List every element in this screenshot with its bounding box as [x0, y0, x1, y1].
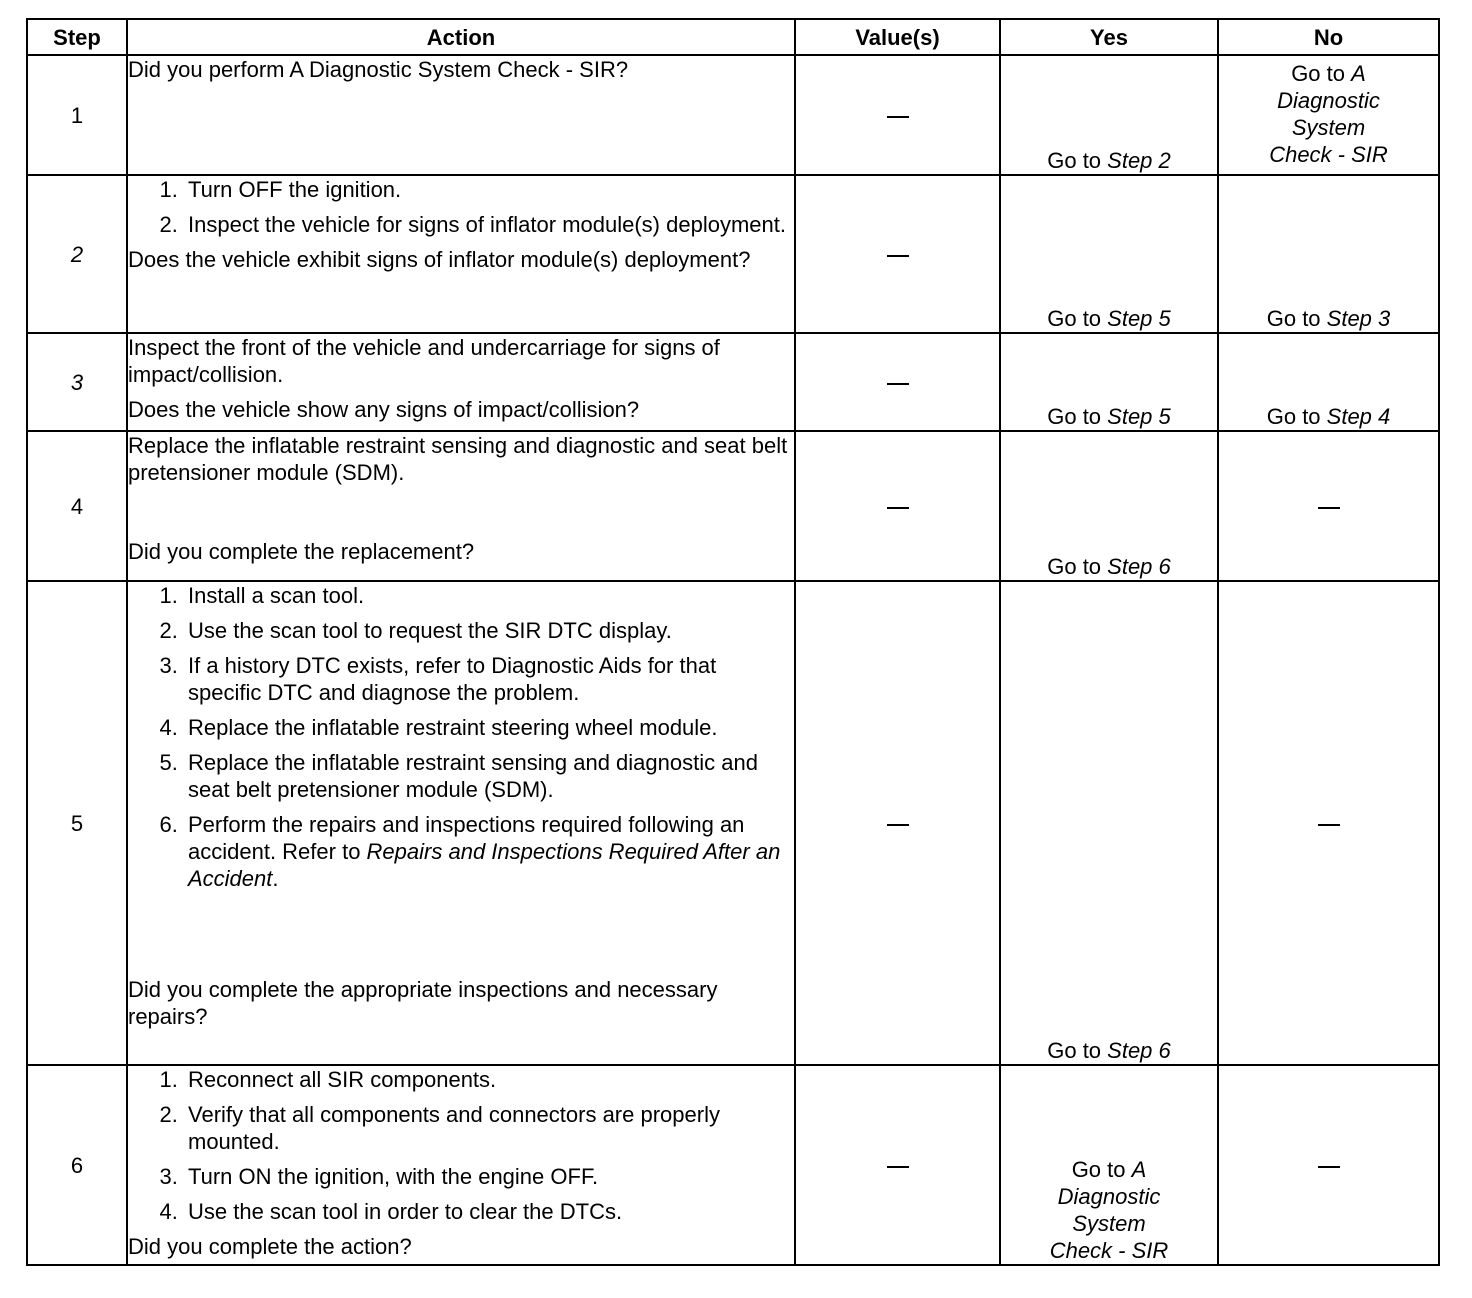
step-link[interactable]: Step 6 [1107, 554, 1171, 579]
action-cell [127, 1065, 795, 1265]
action-step: 4. Replace the inflatable restraint steering wheel module. [184, 714, 794, 741]
no-cell: Go to A Diagnostic System Check - SIR [1218, 55, 1439, 175]
no-cell: Go to Step 4 [1218, 333, 1439, 431]
table-row [27, 581, 1439, 1065]
yes-cell: Go to Step 2 [1000, 55, 1218, 175]
step-link[interactable]: Step 5 [1107, 306, 1171, 331]
dash-mark [1318, 824, 1340, 826]
diagnostic-check-link[interactable]: A Diagnostic System Check - SIR [1049, 1157, 1169, 1263]
action-question: Did you perform A Diagnostic System Check - SIR? [128, 57, 629, 82]
yes-cell: Go to Step 6 [1000, 431, 1218, 581]
action-question: Does the vehicle show any signs of impact/collision? [128, 397, 640, 422]
value-cell [795, 333, 1000, 431]
step-link[interactable]: Step 2 [1107, 148, 1171, 173]
step-number: 3 [27, 333, 127, 431]
diagnostic-table [26, 18, 1440, 1266]
table-row [27, 333, 1439, 431]
step-link[interactable]: Step 6 [1107, 1038, 1171, 1063]
dash-mark [887, 824, 909, 826]
header-no: No [1218, 19, 1439, 55]
action-step: 4. Use the scan tool in order to clear the DTCs. [184, 1198, 794, 1225]
step-number: 6 [27, 1065, 127, 1265]
dash-mark [887, 1166, 909, 1168]
action-cell [127, 333, 795, 431]
step-link[interactable]: Step 4 [1326, 404, 1391, 429]
action-step: 1. Reconnect all SIR components. [184, 1066, 794, 1093]
yes-cell: Go to Step 5 [1000, 333, 1218, 431]
value-cell [795, 431, 1000, 581]
action-step: 3. Turn ON the ignition, with the engine OFF. [184, 1163, 794, 1190]
no-cell [1218, 431, 1439, 581]
action-question: Did you complete the action? [128, 1234, 412, 1259]
no-cell: Go to Step 3 [1218, 175, 1439, 333]
step-number: 1 [27, 55, 127, 175]
yes-cell: Go to Step 5 [1000, 175, 1218, 333]
action-question: Did you complete the replacement? [128, 539, 475, 564]
action-step: 1. Install a scan tool. [184, 582, 794, 609]
action-steps [128, 582, 794, 892]
header-step: Step [27, 19, 127, 55]
action-cell [127, 431, 795, 581]
dash-mark [887, 383, 909, 385]
header-yes: Yes [1000, 19, 1218, 55]
action-text: Inspect the front of the vehicle and undercarriage for signs of impact/collision. [128, 335, 720, 387]
dash-mark [887, 507, 909, 509]
action-step: 2. Inspect the vehicle for signs of inflator module(s) deployment. [184, 211, 794, 238]
action-steps [128, 176, 794, 238]
dash-mark [1318, 1166, 1340, 1168]
action-cell [127, 581, 795, 1065]
action-question: Does the vehicle exhibit signs of inflator module(s) deployment? [128, 247, 751, 272]
yes-cell: Go to A Diagnostic System Check - SIR [1000, 1065, 1218, 1265]
value-cell [795, 55, 1000, 175]
dash-mark [887, 255, 909, 257]
action-text: Replace the inflatable restraint sensing and diagnostic and seat belt pretensioner module (SDM). [128, 433, 788, 485]
header-row [27, 19, 1439, 55]
action-step: 1. Turn OFF the ignition. [184, 176, 794, 203]
action-steps [128, 1066, 794, 1225]
action-step: 6. Perform the repairs and inspections required following an accident. Refer to Repairs and Inspections Required After an Accident. [184, 811, 794, 892]
yes-cell: Go to Step 6 [1000, 581, 1218, 1065]
header-values: Value(s) [795, 19, 1000, 55]
action-cell [127, 55, 795, 175]
step-link[interactable]: Step 5 [1107, 404, 1171, 429]
diagnostic-check-link[interactable]: A Diagnostic System Check - SIR [1269, 61, 1388, 167]
table-row [27, 431, 1439, 581]
step-number: 5 [27, 581, 127, 1065]
no-cell [1218, 1065, 1439, 1265]
value-cell [795, 175, 1000, 333]
dash-mark [887, 116, 909, 118]
value-cell [795, 1065, 1000, 1265]
value-cell [795, 581, 1000, 1065]
step-number: 2 [27, 175, 127, 333]
action-step: 3. If a history DTC exists, refer to Diagnostic Aids for that specific DTC and diagnose the problem. [184, 652, 794, 706]
table-row [27, 55, 1439, 175]
header-action: Action [127, 19, 795, 55]
table-row [27, 1065, 1439, 1265]
action-cell [127, 175, 795, 333]
table-row [27, 175, 1439, 333]
no-cell [1218, 581, 1439, 1065]
action-question: Did you complete the appropriate inspections and necessary repairs? [128, 977, 718, 1029]
dash-mark [1318, 507, 1340, 509]
action-step: 2. Use the scan tool to request the SIR DTC display. [184, 617, 794, 644]
step-link[interactable]: Step 3 [1326, 306, 1391, 331]
repairs-reference-link[interactable]: Repairs and Inspections Required After an Accident [188, 839, 781, 891]
action-step: 5. Replace the inflatable restraint sensing and diagnostic and seat belt pretensioner module (SDM). [184, 749, 794, 803]
action-step: 2. Verify that all components and connectors are properly mounted. [184, 1101, 794, 1155]
step-number: 4 [27, 431, 127, 581]
